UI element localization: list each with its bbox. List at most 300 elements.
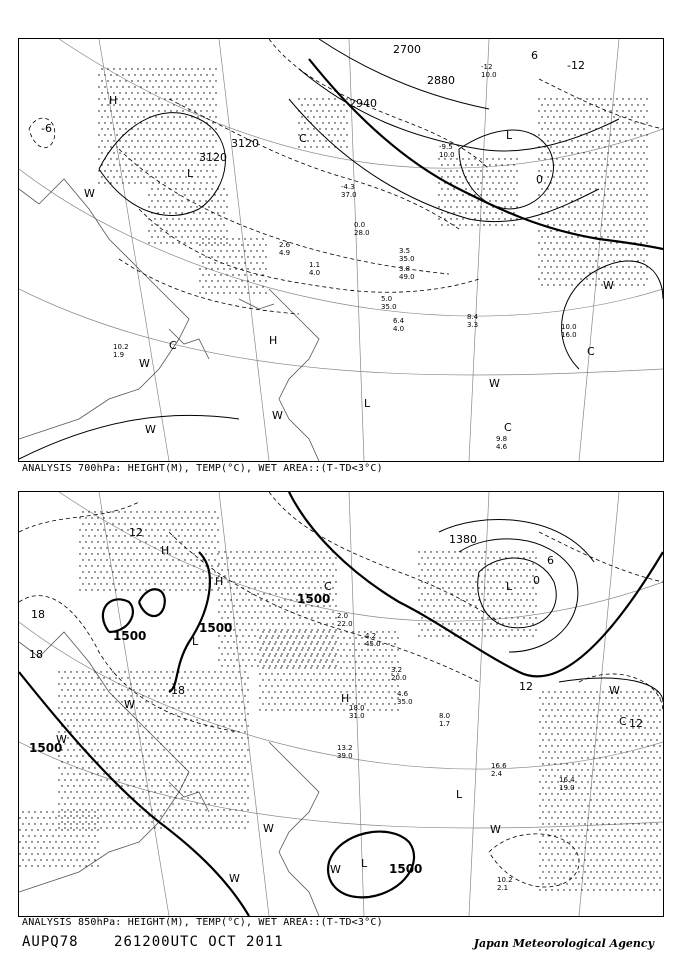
wet-dot [178,803,179,804]
wet-dot [311,641,312,642]
wet-dot [604,134,605,135]
wet-dot [611,793,612,794]
wet-dot [571,188,572,189]
wet-dot [544,122,545,123]
wet-dot [283,697,284,698]
wet-dot [451,629,452,630]
wet-dot [152,146,153,147]
wet-dot [640,170,641,171]
wet-dot [587,865,588,866]
wet-dot [550,110,551,111]
wet-dot [307,637,308,638]
wet-dot [557,805,558,806]
wet-dot [199,677,200,678]
wet-dot [218,659,219,660]
wet-dot [580,182,581,183]
wet-dot [451,581,452,582]
wet-dot [152,182,153,183]
wet-dot [238,815,239,816]
wet-dot [574,170,575,171]
wet-dot [70,835,71,836]
wet-dot [613,104,614,105]
wet-dot [251,665,252,666]
wet-dot [295,661,296,662]
wet-dot [634,278,635,279]
wet-dot [596,871,597,872]
wet-dot [155,164,156,165]
wet-dot [550,278,551,279]
wet-dot [127,809,128,810]
wet-dot [148,707,149,708]
wet-dot [619,272,620,273]
wet-dot [626,847,627,848]
wet-dot [469,593,470,594]
wet-dot [137,176,138,177]
wet-dot [196,719,197,720]
wet-dot [331,128,332,129]
wet-dot [538,110,539,111]
wet-dot [275,641,276,642]
wet-dot [104,182,105,183]
wet-dot [343,128,344,129]
wet-dot [211,677,212,678]
wet-dot [244,827,245,828]
wet-dot [635,877,636,878]
wet-dot [635,781,636,782]
wet-dot [520,587,521,588]
wet-dot [259,697,260,698]
wet-dot [202,743,203,744]
wet-dot [268,655,269,656]
wet-dot [70,791,71,792]
wet-dot [64,827,65,828]
wet-dot [91,797,92,798]
wet-dot [551,817,552,818]
wet-dot [247,809,248,810]
wet-dot [94,719,95,720]
wet-dot [568,134,569,135]
wet-dot [332,563,333,564]
wet-dot [166,815,167,816]
wet-dot [475,605,476,606]
wet-dot [581,817,582,818]
wet-dot [226,230,227,231]
wet-dot [266,575,267,576]
wet-dot [566,739,567,740]
wet-dot [566,883,567,884]
wet-dot [486,170,487,171]
wet-dot [196,583,197,584]
wet-dot [205,212,206,213]
wet-dot [163,236,164,237]
wet-dot [617,793,618,794]
wet-dot [418,575,419,576]
wet-dot [221,569,222,570]
wet-dot [158,182,159,183]
wet-dot [562,110,563,111]
wet-dot [616,182,617,183]
wet-dot [646,266,647,267]
wet-dot [442,623,443,624]
wet-dot [361,673,362,674]
wet-dot [124,779,125,780]
wet-dot [247,797,248,798]
wet-dot [626,799,627,800]
wet-dot [181,821,182,822]
wet-dot [601,188,602,189]
wet-dot [124,695,125,696]
wet-dot [340,643,341,644]
wet-dot [274,667,275,668]
wet-dot [602,739,603,740]
wet-dot [302,551,303,552]
wet-dot [511,629,512,630]
wet-dot [166,523,167,524]
wet-dot [208,755,209,756]
wet-dot [643,164,644,165]
wet-dot [142,815,143,816]
wet-dot [625,212,626,213]
wet-dot [486,218,487,219]
wet-dot [438,206,439,207]
wet-dot [480,206,481,207]
wet-dot [176,110,177,111]
wet-dot [595,140,596,141]
wet-dot [421,581,422,582]
wet-dot [433,557,434,558]
wet-dot [625,152,626,153]
wet-dot [442,611,443,612]
wet-dot [589,116,590,117]
wet-dot [456,170,457,171]
wet-dot [251,593,252,594]
wet-dot [215,92,216,93]
wet-dot [88,859,89,860]
wet-dot [284,575,285,576]
wet-dot [541,104,542,105]
wet-dot [590,871,591,872]
wet-dot [187,517,188,518]
wet-dot [436,563,437,564]
wet-dot [562,182,563,183]
wet-dot [269,581,270,582]
wet-dot [532,587,533,588]
wet-dot [100,583,101,584]
wet-dot [172,194,173,195]
wet-dot [577,140,578,141]
wet-dot [563,865,564,866]
wet-dot [82,815,83,816]
wet-dot [334,631,335,632]
wet-dot [563,829,564,830]
wet-dot [76,731,77,732]
wet-dot [565,116,566,117]
wet-dot [223,292,224,293]
wet-dot [98,182,99,183]
wet-dot [206,122,207,123]
wet-dot [647,721,648,722]
wet-dot [361,697,362,698]
wet-dot [289,661,290,662]
wet-dot [659,865,660,866]
wet-dot [37,817,38,818]
wet-dot [166,695,167,696]
wet-dot [542,799,543,800]
wet-dot [640,146,641,147]
wet-dot [131,140,132,141]
wet-dot [131,176,132,177]
wet-dot [604,110,605,111]
wet-dot [551,757,552,758]
wet-dot [349,685,350,686]
wet-dot [181,236,182,237]
wet-dot [184,827,185,828]
wet-dot [623,709,624,710]
wet-dot [334,134,335,135]
wet-dot [462,182,463,183]
wet-dot [248,659,249,660]
wet-dot [73,821,74,822]
wet-dot [293,629,294,630]
wet-dot [241,821,242,822]
wet-dot [226,767,227,768]
wet-dot [323,629,324,630]
wet-dot [553,200,554,201]
wet-dot [271,709,272,710]
wet-dot [502,575,503,576]
wet-dot [265,661,266,662]
wet-dot [586,242,587,243]
wet-dot [182,86,183,87]
wet-dot [97,529,98,530]
wet-dot [376,631,377,632]
wet-dot [556,266,557,267]
symbol: H [161,544,170,557]
wet-dot [118,755,119,756]
wet-dot [154,719,155,720]
wet-dot [146,98,147,99]
wet-dot [584,739,585,740]
wet-dot [596,751,597,752]
station-value: 2.6 [279,241,291,249]
wet-dot [175,577,176,578]
wet-dot [397,637,398,638]
wet-dot [364,655,365,656]
wet-dot [157,713,158,714]
wet-dot [442,599,443,600]
wet-dot [532,611,533,612]
wet-dot [595,284,596,285]
wet-dot [106,719,107,720]
wet-dot [22,811,23,812]
wet-dot [244,755,245,756]
wet-dot [313,661,314,662]
wet-dot [493,617,494,618]
wet-dot [466,599,467,600]
wet-dot [625,260,626,261]
wet-dot [626,739,627,740]
wet-dot [211,701,212,702]
wet-dot [88,535,89,536]
wet-dot [439,605,440,606]
wet-dot [203,176,204,177]
wet-dot [148,230,149,231]
wet-dot [545,709,546,710]
wet-dot [160,511,161,512]
wet-dot [205,541,206,542]
wet-dot [211,577,212,578]
wet-dot [200,146,201,147]
wet-dot [517,557,518,558]
wet-dot [513,188,514,189]
wet-dot [589,224,590,225]
wet-dot [550,218,551,219]
wet-dot [248,551,249,552]
wet-dot [430,611,431,612]
wet-dot [635,793,636,794]
wet-dot [544,182,545,183]
wet-dot [154,803,155,804]
wet-dot [469,557,470,558]
wet-dot [158,170,159,171]
wet-dot [98,98,99,99]
wet-dot [247,737,248,738]
wet-dot [125,80,126,81]
station-value: 9.8 [496,435,508,443]
wet-dot [545,853,546,854]
wet-dot [613,164,614,165]
wet-dot [248,623,249,624]
wet-dot [489,212,490,213]
wet-dot [550,146,551,147]
wet-dot [179,152,180,153]
wet-dot [586,170,587,171]
wet-dot [544,110,545,111]
wet-dot [520,635,521,636]
wet-dot [118,583,119,584]
wet-dot [634,254,635,255]
wet-dot [329,617,330,618]
wet-dot [277,673,278,674]
wet-dot [659,817,660,818]
wet-dot [55,865,56,866]
wet-dot [544,158,545,159]
wet-dot [623,793,624,794]
wet-dot [465,176,466,177]
wet-dot [554,835,555,836]
wet-dot [611,769,612,770]
wet-dot [190,194,191,195]
wet-dot [328,691,329,692]
wet-dot [79,565,80,566]
wet-dot [166,803,167,804]
height-label: 1500 [297,592,331,606]
wet-dot [607,272,608,273]
wet-dot [574,230,575,231]
wet-dot [145,541,146,542]
wet-dot [323,557,324,558]
wet-dot [584,751,585,752]
wet-dot [305,653,306,654]
wet-dot [100,719,101,720]
wet-dot [317,617,318,618]
wet-dot [82,683,83,684]
wet-dot [535,593,536,594]
wet-dot [185,140,186,141]
wet-dot [605,805,606,806]
wet-dot [628,122,629,123]
caption-850hpa: ANALYSIS 850hPa: HEIGHT(M), TEMP(°C), WET AREA::(T-TD<3°C) [22,917,383,928]
wet-dot [659,889,660,890]
wet-dot [226,274,227,275]
wet-dot [346,122,347,123]
wet-dot [67,773,68,774]
wet-dot [583,176,584,177]
wet-dot [211,553,212,554]
wet-dot [239,617,240,618]
wet-dot [379,649,380,650]
wet-dot [517,629,518,630]
wet-dot [125,164,126,165]
wet-dot [94,743,95,744]
wet-dot [128,110,129,111]
wet-dot [115,761,116,762]
wet-dot [193,785,194,786]
wet-dot [236,575,237,576]
wet-dot [302,575,303,576]
wet-dot [542,703,543,704]
wet-dot [436,587,437,588]
wet-dot [131,92,132,93]
wet-dot [215,80,216,81]
wet-dot [599,865,600,866]
wet-dot [352,643,353,644]
temp-label: -6 [41,122,52,135]
wet-dot [106,547,107,548]
wet-dot [130,671,131,672]
wet-dot [119,68,120,69]
wet-dot [155,140,156,141]
wet-dot [34,859,35,860]
wet-dot [553,260,554,261]
wet-dot [575,817,576,818]
wet-dot [112,731,113,732]
wet-dot [70,695,71,696]
wet-dot [248,587,249,588]
wet-dot [388,703,389,704]
temp-label: 18 [29,648,43,661]
wet-dot [352,631,353,632]
wet-dot [112,755,113,756]
wet-dot [620,799,621,800]
wet-dot [46,859,47,860]
wet-dot [155,92,156,93]
wet-dot [584,859,585,860]
wet-dot [239,629,240,630]
wet-dot [601,200,602,201]
wet-dot [163,589,164,590]
wet-dot [631,140,632,141]
wet-dot [475,629,476,630]
wet-dot [388,679,389,680]
wet-dot [61,713,62,714]
wet-dot [544,98,545,99]
wet-dot [271,661,272,662]
wet-dot [181,553,182,554]
wet-dot [226,695,227,696]
wet-dot [563,769,564,770]
wet-dot [140,182,141,183]
